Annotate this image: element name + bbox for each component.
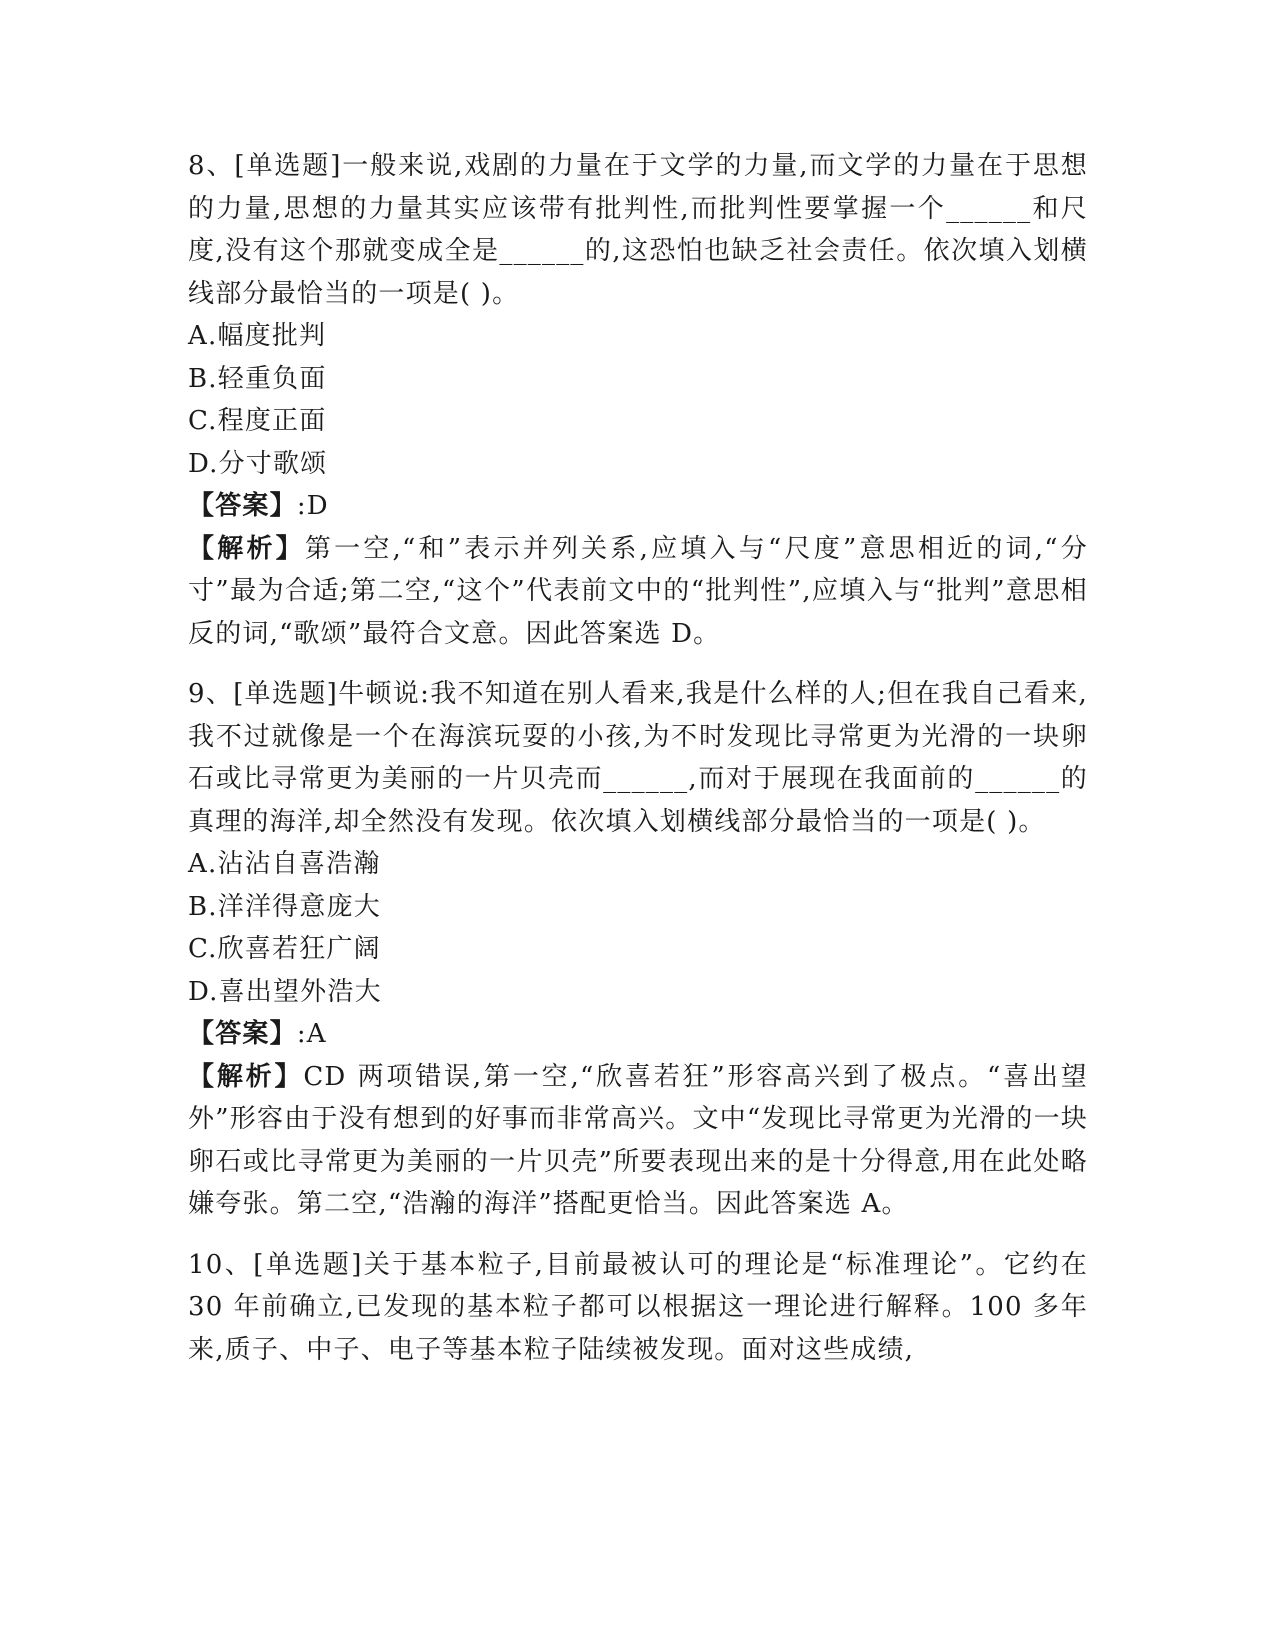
option-d: D.喜出望外浩大 [188,976,382,1007]
answer [188,485,1088,528]
option-a: A.沾沾自喜浩瀚 [188,849,381,879]
question-10 [188,1244,1088,1372]
option-c: C.欣喜若狂广阔 [188,934,381,964]
question-8 [188,145,1088,655]
spacer [188,1226,1088,1244]
option-a: A.幅度批判 [188,321,327,351]
document-page [188,145,1088,1371]
option-c: C.程度正面 [188,406,327,436]
question-stem: 9、[单选题]牛顿说:我不知道在别人看来,我是什么样的人;但在我自己看来,我不过就像是一个在海滨玩耍的小孩,为不时发现比寻常更为光滑的一块卵石或比寻常更为美丽的一片贝壳而______,而对于展现在我面前的______的真理的海洋,却全然没有发现。依次填入划横线部分最恰当的一项是( )。 [188,679,1088,837]
option-b: B.轻重负面 [188,363,327,394]
question-stem: 10、[单选题]关于基本粒子,目前最被认可的理论是“标准理论”。它约在 30 年前确立,已发现的基本粒子都可以根据这一理论进行解释。100 多年来,质子、中子、电子等基本粒子陆续被发现。面对这些成绩, [188,1249,1088,1365]
answer-label: 【答案】 [188,1019,297,1049]
analysis-text: 第一空,“和”表示并列关系,应填入与“尺度”意思相近的词,“分寸”最为合适;第二空,“这个”代表前文中的“批判性”,应填入与“批判”意思相反的词,“歌颂”最符合文意。因此答案选 D。 [188,533,1088,649]
question-stem: 8、[单选题]一般来说,戏剧的力量在于文学的力量,而文学的力量在于思想的力量,思想的力量其实应该带有批判性,而批判性要掌握一个______和尺度,没有这个那就变成全是______的,这恐怕也缺乏社会责任。依次填入划横线部分最恰当的一项是( )。 [188,151,1088,309]
option-d: D.分寸歌颂 [188,448,328,479]
spacer [188,655,1088,673]
analysis-text: CD 两项错误,第一空,“欣喜若狂”形容高兴到了极点。“喜出望外”形容由于没有想到的好事而非常高兴。文中“发现比寻常更为光滑的一块卵石或比寻常更为美丽的一片贝壳”所要表现出来的是十分得意,用在此处略嫌夸张。第二空,“浩瀚的海洋”搭配更恰当。因此答案选 A。 [188,1061,1088,1219]
answer-label: 【答案】 [188,491,297,521]
analysis-label: 【解析】 [188,1061,304,1092]
answer-value: :A [296,1019,327,1049]
analysis-label: 【解析】 [188,533,305,564]
option-b: B.洋洋得意庞大 [188,891,381,922]
answer [188,1013,1088,1056]
question-9 [188,673,1088,1226]
analysis [188,1056,1088,1226]
analysis [188,528,1088,656]
answer-value: :D [296,491,329,521]
